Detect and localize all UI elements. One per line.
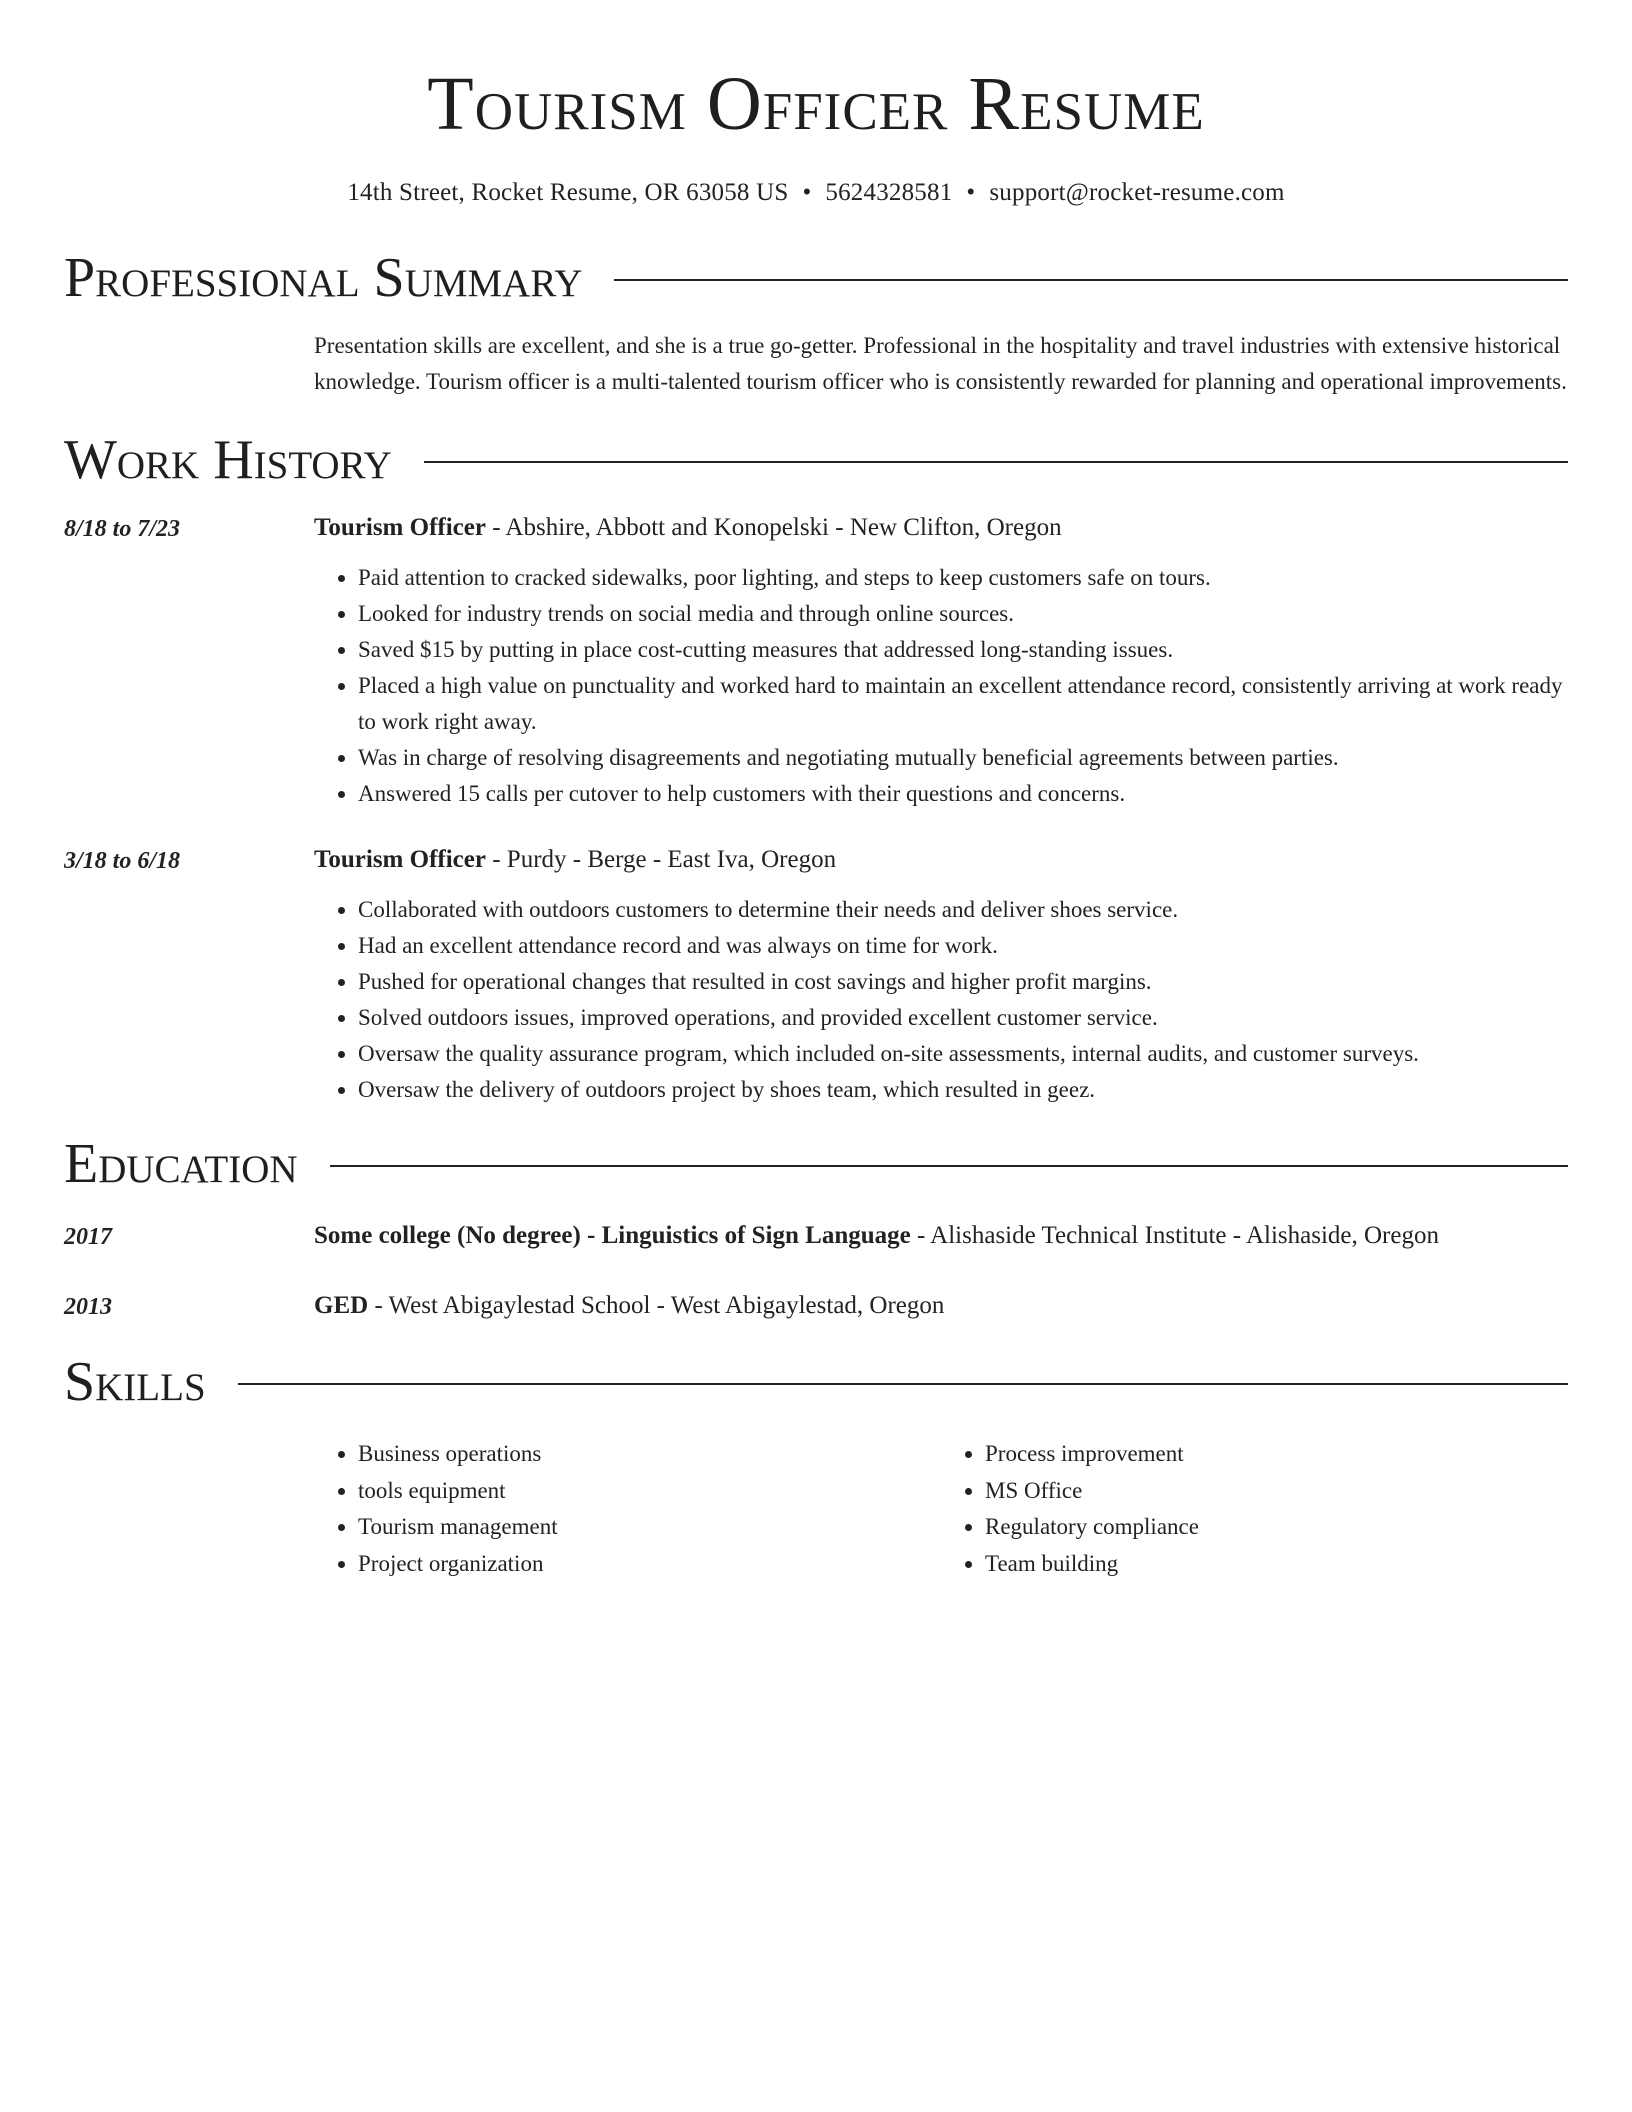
section-divider	[330, 1165, 1568, 1167]
list-item: • Saved $15 by putting in place cost-cutting measures that addressed long-standing issues.	[358, 632, 1568, 668]
skill-item: • Tourism management	[358, 1509, 941, 1546]
section-divider	[238, 1383, 1568, 1385]
job-title: Tourism Officer	[314, 514, 486, 541]
list-item: • Was in charge of resolving disagreements and negotiating mutually beneficial agreements between parties.	[358, 740, 1568, 776]
education-entry	[64, 1288, 1568, 1324]
job-details: - Abshire, Abbott and Konopelski - New Clifton, Oregon	[485, 514, 1062, 541]
list-item: • Oversaw the delivery of outdoors project by shoes team, which resulted in geez.	[358, 1072, 1568, 1108]
contact-address: 14th Street, Rocket Resume, OR 63058 US	[347, 179, 789, 206]
contact-phone: 5624328581	[825, 179, 953, 206]
education-heading: Education	[64, 1133, 298, 1195]
list-item: • Pushed for operational changes that resulted in cost savings and higher profit margins.	[358, 964, 1568, 1000]
job-body	[314, 842, 1568, 1108]
skill-item: • Regulatory compliance	[985, 1509, 1568, 1546]
education-details: - Alishaside Technical Institute - Alishaside, Oregon	[910, 1222, 1439, 1249]
education-degree: Some college (No degree) - Linguistics of Sign Language	[314, 1222, 911, 1249]
skills-section-header	[64, 1350, 1568, 1414]
job-details: - Purdy - Berge - East Iva, Oregon	[485, 846, 837, 873]
job-bullet-list	[314, 892, 1568, 1108]
job-bullet-list	[314, 560, 1568, 812]
list-item: • Collaborated with outdoors customers to determine their needs and deliver shoes service.	[358, 892, 1568, 928]
section-divider	[424, 461, 1568, 463]
list-item: • Solved outdoors issues, improved operations, and provided excellent customer service.	[358, 1000, 1568, 1036]
summary-heading: Professional Summary	[64, 247, 583, 309]
job-line	[314, 842, 1568, 878]
list-item: • Placed a high value on punctuality and worked hard to maintain an excellent attendance record, consistently arriving at work ready to work right away.	[358, 668, 1568, 740]
skill-item: • Business operations	[358, 1436, 941, 1473]
list-item: • Paid attention to cracked sidewalks, poor lighting, and steps to keep customers safe on tours.	[358, 560, 1568, 596]
resume-title: Tourism Officer Resume	[427, 62, 1205, 146]
education-entry	[64, 1218, 1568, 1254]
skill-item: • Team building	[985, 1546, 1568, 1583]
separator-dot: •	[966, 179, 976, 206]
summary-section-header	[64, 246, 1568, 310]
skills-columns	[314, 1436, 1568, 1582]
skill-item: • Project organization	[358, 1546, 941, 1583]
job-body	[314, 510, 1568, 812]
work-section-header	[64, 428, 1568, 492]
summary-row	[64, 328, 1568, 400]
skill-item: • tools equipment	[358, 1473, 941, 1510]
list-item: • Looked for industry trends on social media and through online sources.	[358, 596, 1568, 632]
job-entry	[64, 842, 1568, 1108]
education-degree: GED	[314, 1292, 369, 1319]
skill-item: • MS Office	[985, 1473, 1568, 1510]
contact-line	[64, 176, 1568, 210]
education-year: 2013	[64, 1294, 112, 1320]
section-divider	[614, 279, 1568, 281]
job-line	[314, 510, 1568, 546]
skills-date-spacer	[64, 1436, 314, 1582]
education-body	[314, 1218, 1568, 1254]
job-entry	[64, 510, 1568, 812]
education-details: - West Abigaylestad School - West Abigaylestad, Oregon	[368, 1292, 945, 1319]
skills-list-left	[314, 1436, 941, 1582]
list-item: • Had an excellent attendance record and was always on time for work.	[358, 928, 1568, 964]
education-section-header	[64, 1132, 1568, 1196]
education-year: 2017	[64, 1224, 112, 1250]
job-title: Tourism Officer	[314, 846, 486, 873]
contact-email: support@rocket-resume.com	[989, 179, 1285, 206]
skills-row	[64, 1436, 1568, 1582]
separator-dot: •	[802, 179, 812, 206]
list-item: • Answered 15 calls per cutover to help customers with their questions and concerns.	[358, 776, 1568, 812]
summary-date-spacer	[64, 328, 314, 400]
job-dates: 3/18 to 6/18	[64, 848, 181, 874]
work-heading: Work History	[64, 429, 392, 491]
job-dates: 8/18 to 7/23	[64, 516, 181, 542]
skills-list-right	[941, 1436, 1568, 1582]
summary-text: Presentation skills are excellent, and she is a true go-getter. Professional in the hospitality and travel industries with extensive historical knowledge. Tourism officer is a multi-talented tourism officer who is consistently rewarded for planning and operational improvements.	[314, 333, 1567, 394]
skills-heading: Skills	[64, 1351, 206, 1413]
skill-item: • Process improvement	[985, 1436, 1568, 1473]
education-body	[314, 1288, 1568, 1324]
list-item: • Oversaw the quality assurance program, which included on-site assessments, internal audits, and customer surveys.	[358, 1036, 1568, 1072]
